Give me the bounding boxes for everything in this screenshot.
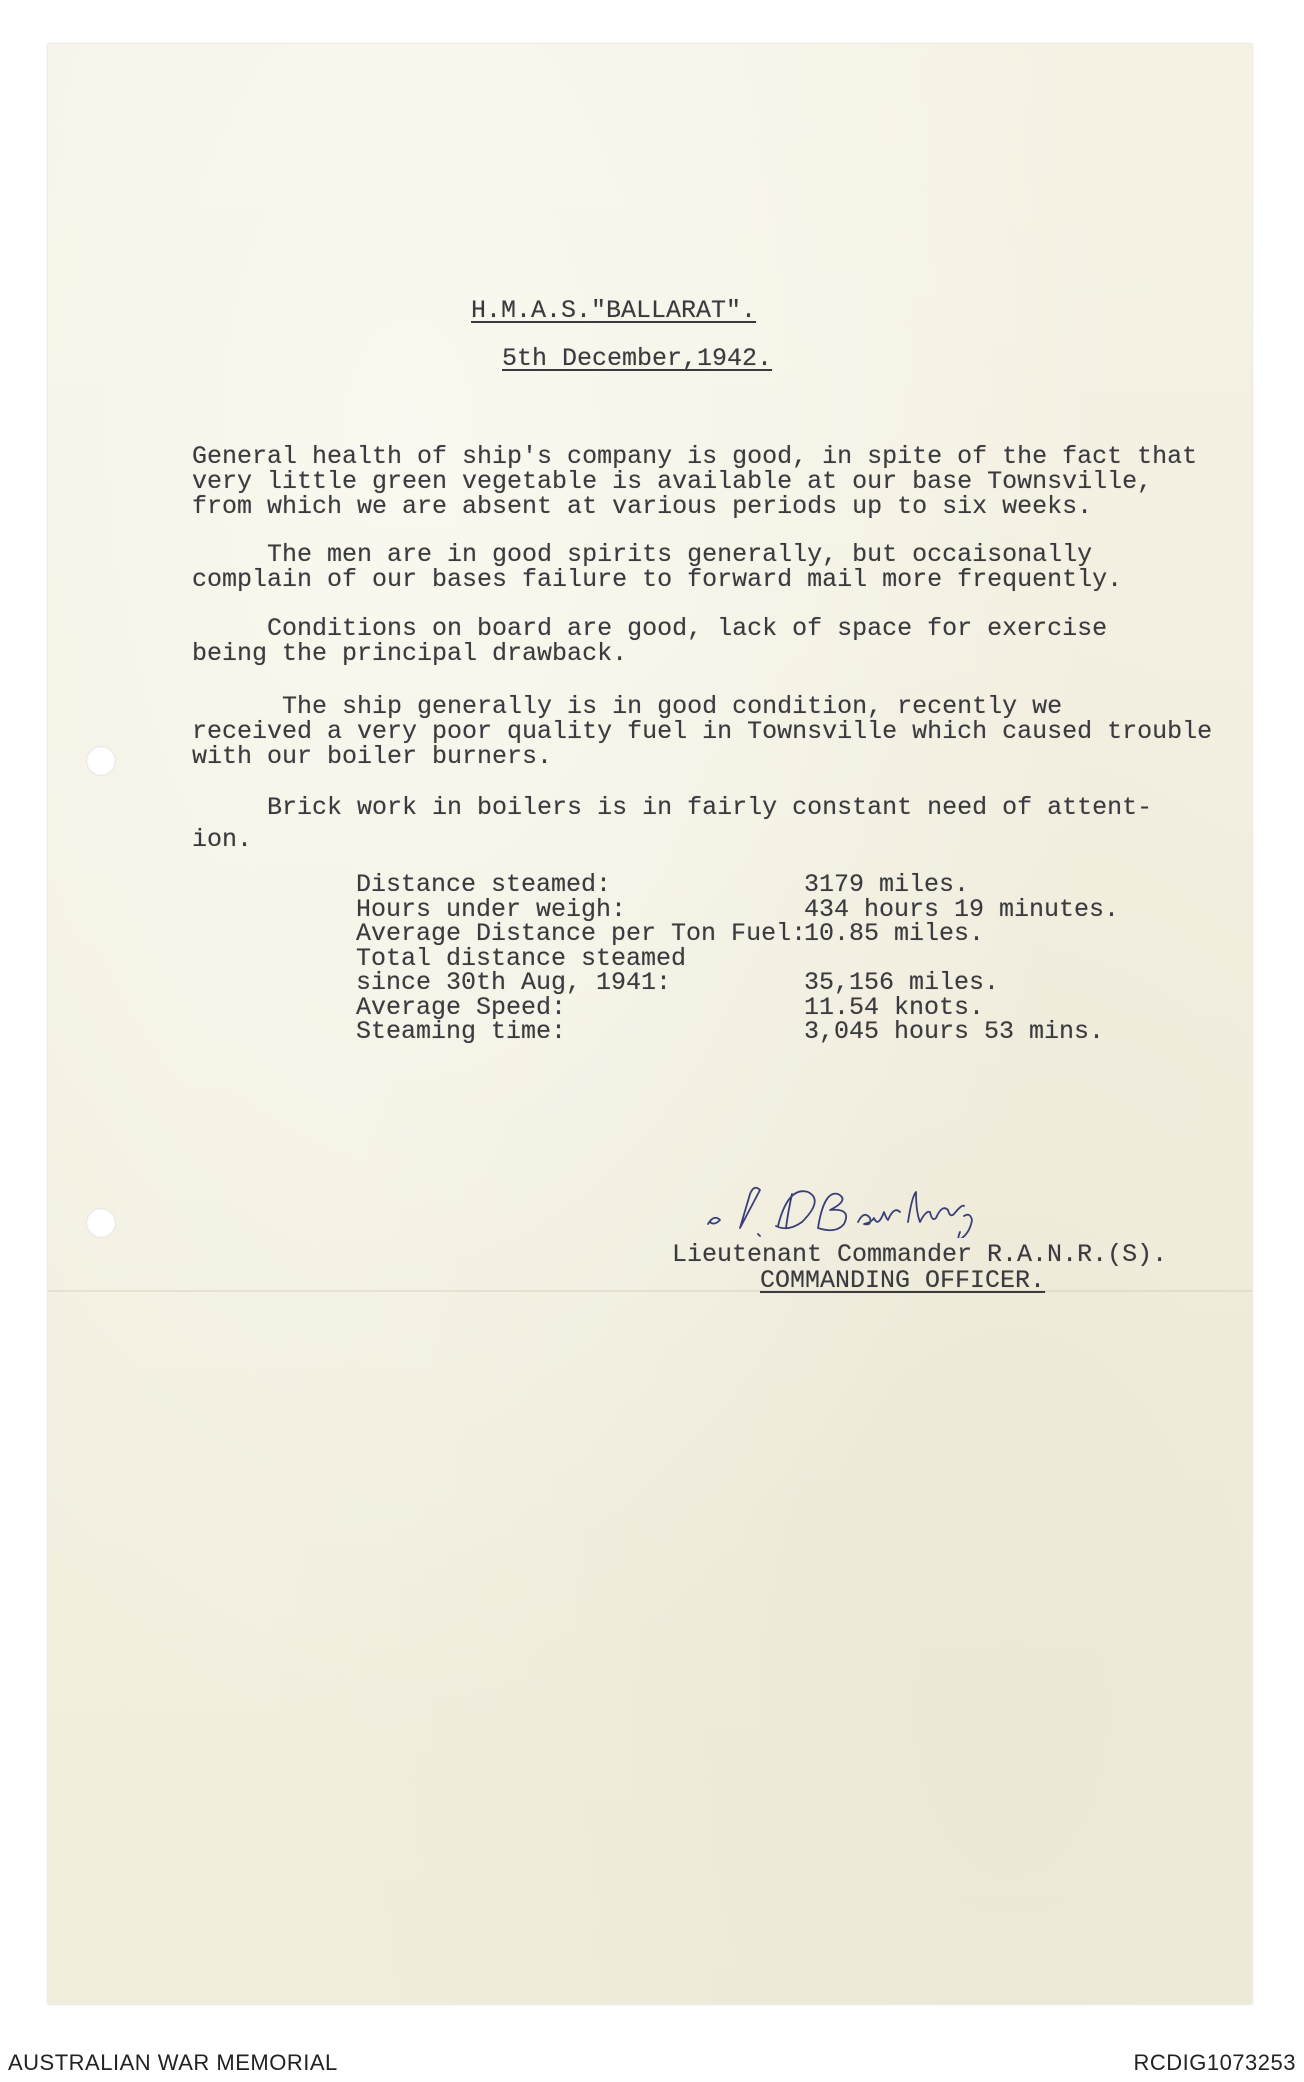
paragraph-line: being the principal drawback.: [192, 639, 628, 668]
stat-value: 3,045 hours 53 mins.: [804, 1017, 1105, 1046]
paragraph-health: [192, 444, 1197, 519]
paragraph-conditions: [192, 616, 1107, 666]
stat-value: 35,156 miles.: [804, 968, 1000, 997]
paragraph-ship-condition: [192, 694, 1212, 769]
stat-value: 3179 miles.: [804, 870, 970, 899]
signatory-title: COMMANDING OFFICER.: [760, 1266, 1046, 1295]
ship-name-heading: H.M.A.S."BALLARAT".: [471, 296, 757, 325]
stat-label: Steaming time:: [356, 1017, 567, 1046]
handwritten-signature: [700, 1178, 1120, 1238]
archive-credit: AUSTRALIAN WAR MEMORIAL: [8, 2050, 338, 2075]
stat-row-total-distance-label: [356, 943, 687, 973]
paragraph-line: The men are in good spirits generally, but occaisonally: [192, 540, 1093, 569]
paper-fold-crease: [48, 1290, 1252, 1292]
paragraph-line: received a very poor quality fuel in Townsville which caused trouble: [192, 717, 1213, 746]
archive-reference-id: RCDIG1073253: [1133, 2050, 1296, 2075]
stat-row-average-speed: [356, 992, 985, 1022]
paragraph-brickwork: [192, 792, 1152, 856]
paragraph-line: ion.: [192, 825, 253, 854]
stat-label: Distance steamed:: [356, 870, 612, 899]
stat-row-hours: [356, 894, 1120, 924]
report-date: 5th December,1942.: [502, 344, 773, 373]
punch-hole-top: [86, 746, 116, 776]
stat-label: Hours under weigh:: [356, 894, 627, 924]
paragraph-line: General health of ship's company is good, in spite of the fact that: [192, 442, 1198, 471]
paragraph-morale: [192, 542, 1122, 592]
stat-row-distance-per-ton: [356, 919, 985, 948]
stat-row-total-distance: [356, 968, 1000, 997]
stat-label: Total distance steamed: [356, 943, 687, 973]
stat-label: Average Speed:: [356, 992, 567, 1022]
paragraph-line: The ship generally is in good condition, recently we: [192, 692, 1063, 721]
paragraph-line: Brick work in boilers is in fairly constant need of attent-: [192, 793, 1153, 822]
signatory-rank: Lieutenant Commander R.A.N.R.(S).: [672, 1240, 1168, 1269]
stat-label: Average Distance per Ton Fuel:: [356, 919, 807, 948]
stat-value: 434 hours 19 minutes.: [804, 894, 1120, 924]
stat-row-distance: [356, 870, 970, 899]
stat-row-steaming-time: [356, 1017, 1105, 1046]
punch-hole-bottom: [86, 1208, 116, 1238]
paragraph-line: Conditions on board are good, lack of space for exercise: [192, 614, 1108, 643]
paragraph-line: very little green vegetable is available at our base Townsville,: [192, 467, 1153, 496]
stat-label: since 30th Aug, 1941:: [356, 968, 672, 997]
stat-value: 11.54 knots.: [804, 992, 985, 1022]
paragraph-line: from which we are absent at various periods up to six weeks.: [192, 492, 1093, 521]
steaming-statistics: [356, 870, 1120, 1046]
stat-value: 10.85 miles.: [804, 919, 985, 948]
paragraph-line: with our boiler burners.: [192, 742, 553, 771]
paragraph-line: complain of our bases failure to forward mail more frequently.: [192, 565, 1123, 594]
